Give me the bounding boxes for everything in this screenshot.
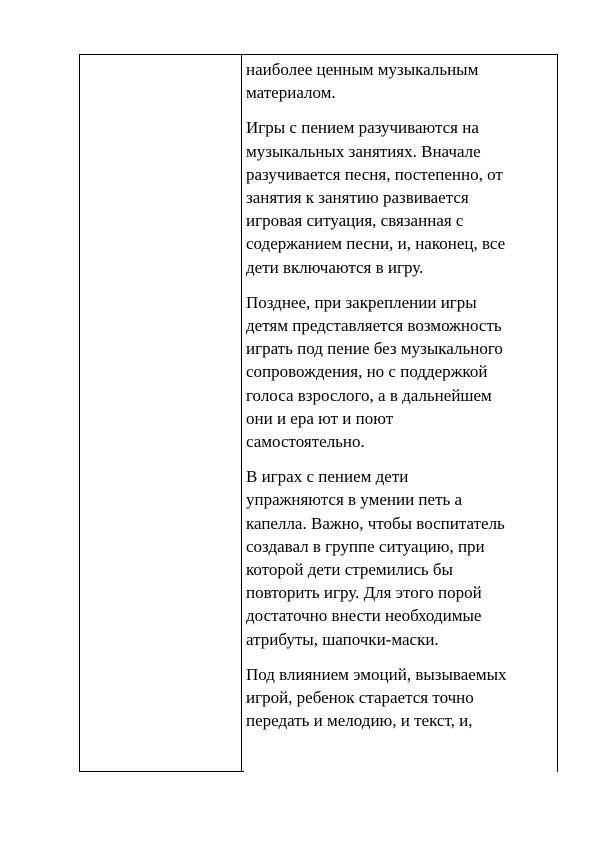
text-line: разучивается песня, постепенно, от bbox=[246, 164, 503, 184]
text-line: достаточно внести необходимые bbox=[246, 606, 482, 626]
text-line: играть под пение без музыкального bbox=[246, 339, 503, 359]
text-line: Игры с пением разучиваются на bbox=[246, 118, 479, 138]
text-paragraph bbox=[246, 58, 552, 104]
text-line: детям представляется возможность bbox=[246, 316, 502, 336]
text-line: которой дети стремились бы bbox=[246, 560, 453, 580]
text-line: В играх с пением дети bbox=[246, 467, 409, 487]
text-line: наиболее ценным музыкальным bbox=[246, 60, 479, 79]
text-line: Под влиянием эмоций, вызываемых bbox=[246, 664, 507, 684]
text-line: упражняются в умении петь а bbox=[246, 490, 463, 510]
text-line: атрибуты, шапочки-маски. bbox=[246, 629, 439, 649]
text-line: капелла. Важно, чтобы воспитатель bbox=[246, 513, 505, 533]
table-cell-left bbox=[80, 55, 241, 772]
table-cell-right bbox=[246, 58, 552, 744]
text-line: дети включаются в игру. bbox=[246, 257, 424, 277]
text-line: создавал в группе ситуацию, при bbox=[246, 536, 485, 556]
text-line: повторить игру. Для этого порой bbox=[246, 583, 482, 603]
text-line: музыкальных занятиях. Вначале bbox=[246, 141, 481, 161]
text-line: голоса взрослого, а в дальнейшем bbox=[246, 385, 492, 405]
text-paragraph bbox=[246, 465, 552, 651]
text-line: Позднее, при закреплении игры bbox=[246, 292, 477, 312]
content-table bbox=[79, 54, 558, 772]
text-line: сопровождения, но с поддержкой bbox=[246, 362, 488, 382]
text-line: содержанием песни, и, наконец, все bbox=[246, 234, 506, 254]
text-line: передать и мелодию, и текст, и, bbox=[246, 711, 473, 731]
text-paragraph bbox=[246, 663, 552, 733]
text-line: они и ера ют и поют bbox=[246, 408, 394, 428]
text-line: игрой, ребенок старается точно bbox=[246, 688, 474, 708]
text-paragraph bbox=[246, 116, 552, 278]
text-line: игровая ситуация, связанная с bbox=[246, 211, 464, 231]
text-line: самостоятельно. bbox=[246, 432, 365, 452]
table-bottom-border bbox=[79, 771, 244, 772]
text-paragraph bbox=[246, 291, 552, 453]
text-line: материалом. bbox=[246, 83, 336, 103]
text-line: занятия к занятию развивается bbox=[246, 188, 469, 208]
column-divider bbox=[241, 55, 242, 772]
